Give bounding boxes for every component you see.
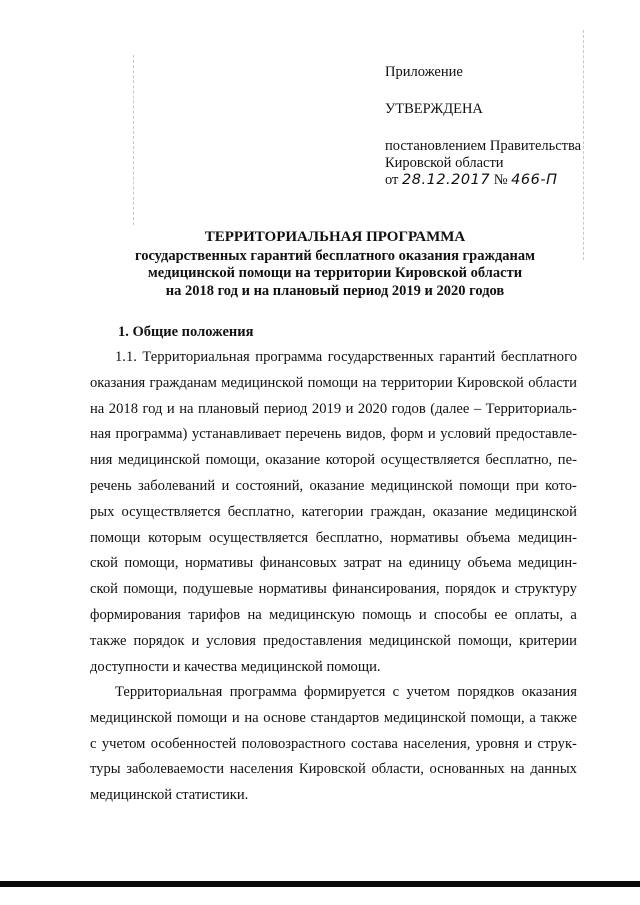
resolution-date-line — [385, 172, 605, 189]
text-line: туры заболеваемости населения Кировской области, основанных на данных — [90, 761, 577, 778]
paragraph-2 — [90, 680, 577, 809]
scan-artifact-left — [133, 55, 134, 225]
text-line: с учетом особенностей половозрастного состава населения, уровня и струк- — [90, 735, 577, 752]
text-line: на 2018 год и на плановый период 2019 и 2020 годов (далее – Территориаль- — [90, 400, 577, 417]
number-prefix: № — [493, 172, 508, 188]
text-line: формирования тарифов на медицинскую помощь и способы ее оплаты, а — [90, 606, 577, 623]
text-line: ная программа) устанавливает перечень видов, форм и условий предоставле- — [90, 426, 577, 443]
approved-label: УТВЕРЖДЕНА — [385, 101, 483, 117]
text-line: Территориальная программа формируется с учетом порядков оказания — [115, 684, 577, 700]
section-heading: 1. Общие положения — [118, 324, 254, 340]
text-line: речень заболеваний и состояний, оказание медицинской помощи при кото- — [90, 477, 577, 494]
text-line: рых осуществляется бесплатно, категории граждан, оказание медицинской — [90, 503, 577, 520]
title-line-3: медицинской помощи на территории Кировской области — [147, 265, 523, 281]
text-line: медицинской статистики. — [90, 787, 249, 804]
text-line: ния медицинской помощи, оказание которой осуществляется бесплатно, пе- — [90, 452, 577, 469]
text-line: также порядок и условия предоставления медицинской помощи, критерии — [90, 632, 577, 649]
text-line: ской помощи, подушевые нормативы финансирования, порядок и структуру — [90, 581, 577, 598]
title-line-1: ТЕРРИТОРИАЛЬНАЯ ПРОГРАММА — [204, 229, 466, 245]
paragraph-1 — [90, 345, 577, 680]
approval-stamp-block — [385, 64, 605, 189]
text-line: оказания гражданам медицинской помощи на территории Кировской области — [90, 374, 577, 391]
text-line: медицинской помощи и на основе стандартов медицинской помощи, а также — [90, 709, 577, 726]
text-line: 1.1. Территориальная программа государственных гарантий бесплатного — [115, 349, 577, 365]
handwritten-date: 28.12.2017 — [402, 172, 491, 188]
text-line: ской помощи, нормативы финансовых затрат на единицу объема медицин- — [90, 555, 577, 572]
title-line-2: государственных гарантий бесплатного оказания гражданам — [134, 247, 536, 264]
date-prefix: от — [385, 172, 399, 188]
appendix-label: Приложение — [385, 64, 463, 80]
text-line: помощи которым осуществляется бесплатно, нормативы объема медицин- — [90, 529, 577, 546]
text-line: доступности и качества медицинской помощи. — [90, 658, 381, 675]
title-line-4: на 2018 год и на плановый период 2019 и 2020 годов — [165, 282, 505, 299]
scan-bottom-border — [0, 881, 640, 887]
resolution-line-1: постановлением Правительства — [385, 138, 582, 154]
handwritten-number: 466-П — [511, 172, 558, 188]
resolution-line-2: Кировской области — [385, 155, 504, 171]
document-title — [90, 229, 580, 300]
